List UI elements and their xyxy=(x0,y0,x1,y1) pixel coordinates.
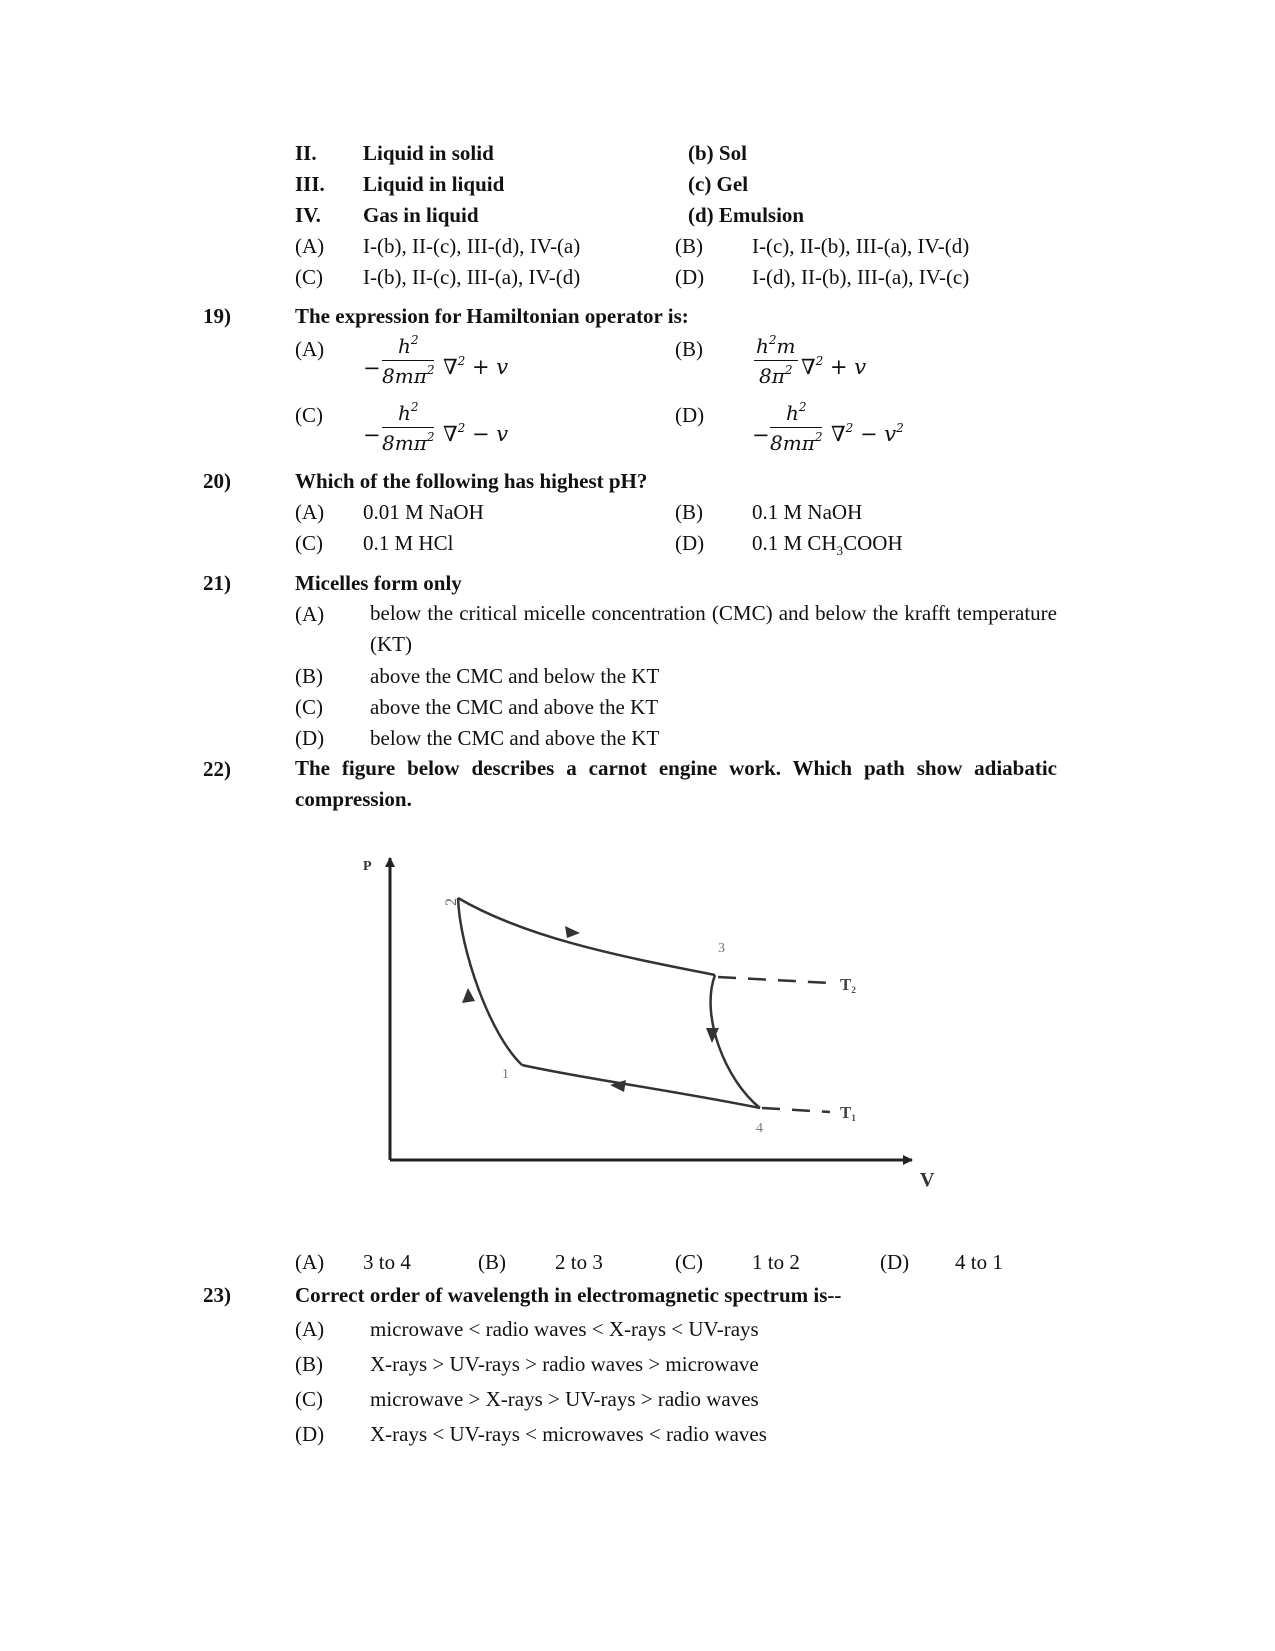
question-text: Correct order of wavelength in electromagnetic spectrum is-- xyxy=(295,1283,842,1307)
q18-option-b-label[interactable]: (B) xyxy=(675,234,703,258)
q21-option-b-text: above the CMC and below the KT xyxy=(370,664,660,688)
q18-row-item: Gas in liquid xyxy=(363,203,479,227)
q23-option-c-text: microwave > X-rays > UV-rays > radio waves xyxy=(370,1387,759,1411)
q20-option-c-text: 0.1 M HCl xyxy=(363,531,454,555)
q18-row-num: II. xyxy=(295,141,317,165)
q18-row-item: Liquid in liquid xyxy=(363,172,505,196)
q18-row-match: (d) Emulsion xyxy=(688,203,805,227)
q19-option-c-label[interactable]: (C) xyxy=(295,403,323,427)
p-axis-label: P xyxy=(363,859,372,874)
q23-option-a-text: microwave < radio waves < X-rays < UV-rays xyxy=(370,1317,759,1341)
q20-option-a-text: 0.01 M NaOH xyxy=(363,500,484,524)
arrow-1-to-2 xyxy=(462,988,475,1003)
q20-option-c-label[interactable]: (C) xyxy=(295,531,323,555)
q19-option-b-label[interactable]: (B) xyxy=(675,337,703,361)
q22-option-b-label[interactable]: (B) xyxy=(478,1250,506,1274)
q18-option-a-text: I-(b), II-(c), III-(d), IV-(a) xyxy=(363,234,581,258)
q20-option-d-text: 0.1 M $CH_3COOH$ xyxy=(752,531,903,559)
q22-option-c-text: 1 to 2 xyxy=(752,1250,800,1274)
q19-option-a-label[interactable]: (A) xyxy=(295,337,325,361)
q18-option-d-label[interactable]: (D) xyxy=(675,265,705,289)
question-text: The expression for Hamiltonian operator is: xyxy=(295,304,689,328)
point-label-1: 1 xyxy=(502,1067,509,1082)
point-label-4: 4 xyxy=(756,1121,763,1136)
q18-row-match: (c) Gel xyxy=(688,172,749,196)
q21-option-d-label[interactable]: (D) xyxy=(295,726,325,750)
q18-row-match: (b) Sol xyxy=(688,141,747,165)
q21-option-a-text: below the critical micelle concentration (CMC) and below the krafft temperature (KT) xyxy=(370,601,1057,656)
path-3-to-4 xyxy=(711,975,760,1108)
q20-option-a-label[interactable]: (A) xyxy=(295,500,325,524)
v-axis-label: V xyxy=(920,1169,935,1190)
q18-option-c-label[interactable]: (C) xyxy=(295,265,323,289)
q20-option-d-label[interactable]: (D) xyxy=(675,531,705,555)
q23-option-b-text: X-rays > UV-rays > radio waves > microwave xyxy=(370,1352,759,1376)
q22-option-d-label[interactable]: (D) xyxy=(880,1250,910,1274)
question-number: 20) xyxy=(203,469,231,493)
q21-option-d-text: below the CMC and above the KT xyxy=(370,726,660,750)
q18-option-d-text: I-(d), II-(b), III-(a), IV-(c) xyxy=(752,265,970,289)
q18-option-c-text: I-(b), II-(c), III-(a), IV-(d) xyxy=(363,265,581,289)
carnot-pv-diagram xyxy=(340,840,960,1190)
q21-option-a-label[interactable]: (A) xyxy=(295,602,325,626)
q23-option-d-label[interactable]: (D) xyxy=(295,1422,325,1446)
q22-option-d-text: 4 to 1 xyxy=(955,1250,1003,1274)
q18-row-num: III. xyxy=(295,172,325,196)
isotherm-low-line xyxy=(762,1108,830,1112)
q22-option-a-label[interactable]: (A) xyxy=(295,1250,325,1274)
q18-option-b-text: I-(c), II-(b), III-(a), IV-(d) xyxy=(752,234,970,258)
q18-row-num: IV. xyxy=(295,203,321,227)
q23-option-a-label[interactable]: (A) xyxy=(295,1317,325,1341)
path-4-to-1 xyxy=(522,1065,760,1108)
q22-option-a-text: 3 to 4 xyxy=(363,1250,411,1274)
question-text: Micelles form only xyxy=(295,571,462,595)
q21-option-b-label[interactable]: (B) xyxy=(295,664,323,688)
q23-option-c-label[interactable]: (C) xyxy=(295,1387,323,1411)
q20-option-b-label[interactable]: (B) xyxy=(675,500,703,524)
question-text: The figure below describes a carnot engine work. Which path show adiabatic compression. xyxy=(295,756,1057,811)
q18-option-a-label[interactable]: (A) xyxy=(295,234,325,258)
question-number: 21) xyxy=(203,571,231,595)
q23-option-d-text: X-rays < UV-rays < microwaves < radio waves xyxy=(370,1422,767,1446)
path-2-to-3 xyxy=(458,898,715,975)
isotherm-high-line xyxy=(718,977,830,983)
question-number: 23) xyxy=(203,1283,231,1307)
q22-option-c-label[interactable]: (C) xyxy=(675,1250,703,1274)
isotherm-low-label: T1 xyxy=(840,1103,856,1123)
q23-option-b-label[interactable]: (B) xyxy=(295,1352,323,1376)
question-number: 19) xyxy=(203,304,231,328)
q20-option-b-text: 0.1 M NaOH xyxy=(752,500,863,524)
question-number: 22) xyxy=(203,757,231,781)
q21-option-c-text: above the CMC and above the KT xyxy=(370,695,659,719)
q21-option-c-label[interactable]: (C) xyxy=(295,695,323,719)
isotherm-high-label: T2 xyxy=(840,975,856,995)
arrow-2-to-3 xyxy=(565,926,580,938)
point-label-3: 3 xyxy=(718,941,725,956)
question-text: Which of the following has highest pH? xyxy=(295,469,648,493)
q18-row-item: Liquid in solid xyxy=(363,141,494,165)
q22-option-b-text: 2 to 3 xyxy=(555,1250,603,1274)
point-label-2: 2 xyxy=(443,898,460,906)
q19-option-d-label[interactable]: (D) xyxy=(675,403,705,427)
